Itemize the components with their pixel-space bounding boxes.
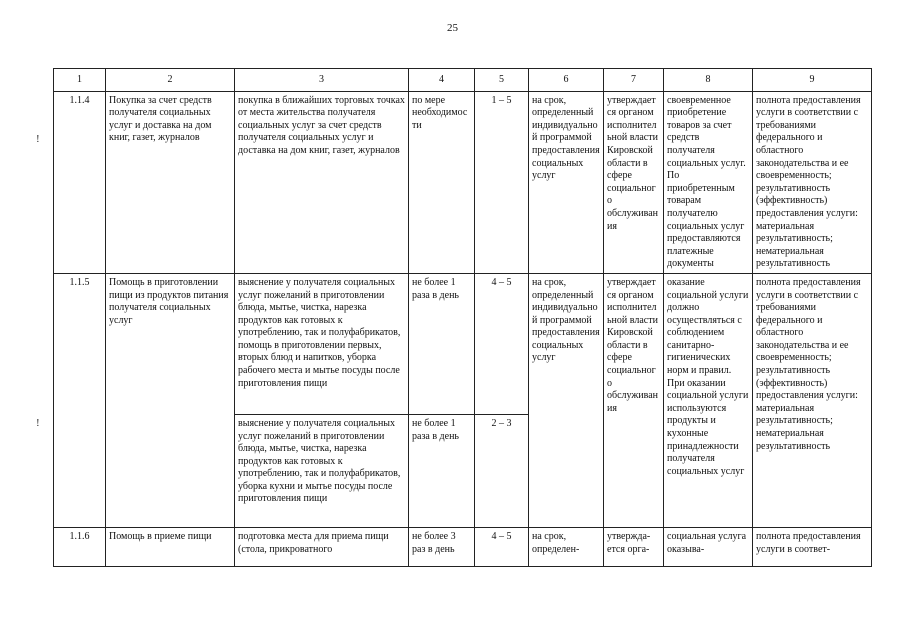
- column-header: 4: [409, 69, 475, 92]
- column-header: 7: [604, 69, 664, 92]
- service-units: 2 – 3: [475, 414, 529, 527]
- service-units: 4 – 5: [475, 527, 529, 566]
- service-number: 1.1.4: [54, 91, 106, 273]
- service-price: утверждается органом исполнительной власти Кировской области в сфере социального обслуживания: [604, 91, 664, 273]
- column-header: 1: [54, 69, 106, 92]
- service-price: утвержда-ется орга-: [604, 527, 664, 566]
- service-description: выяснение у получателя социальных услуг пожеланий в приготовлении блюда, мытье, чистка, нарезка продуктов как готовых к употреблению, так и полуфабрикатов, уборка кухни и мытье посуды после приготовления пищи: [235, 414, 409, 527]
- margin-mark: !: [36, 133, 40, 145]
- page-number: 25: [447, 22, 458, 34]
- service-number: 1.1.6: [54, 527, 106, 566]
- margin-mark: !: [36, 417, 40, 429]
- service-name: Покупка за счет средств получателя социальных услуг и доставка на дом книг, газет, журналов: [106, 91, 235, 273]
- service-frequency: не более 1 раза в день: [409, 273, 475, 414]
- service-units: 1 – 5: [475, 91, 529, 273]
- service-name: Помощь в приготовлении пищи из продуктов питания получателя социальных услуг: [106, 273, 235, 527]
- service-conditions: социальная услуга оказыва-: [664, 527, 753, 566]
- service-quality: полнота предоставления услуги в соответствии с требованиями федерального и областного законодательства и ее своевременность; результативность (эффективность) предоставления услуги: материальная результативность; нематериальная результативность: [753, 273, 872, 527]
- service-number: 1.1.5: [54, 273, 106, 527]
- column-header: 8: [664, 69, 753, 92]
- service-name: Помощь в приеме пищи: [106, 527, 235, 566]
- service-quality: полнота предоставления услуги в соответствии с требованиями федерального и областного законодательства и ее своевременность; результативность (эффективность) предоставления услуги: материальная результативность; нематериальная результативность: [753, 91, 872, 273]
- service-conditions: своевременное приобретение товаров за счет средств получателя социальных услуг. По приобретенным товарам получателю социальных услуг предоставляются платежные документы: [664, 91, 753, 273]
- service-term: на срок, определенный индивидуальной программой предоставления социальных услуг: [529, 91, 604, 273]
- column-header: 6: [529, 69, 604, 92]
- table-row: [54, 527, 872, 566]
- service-description: покупка в ближайших торговых точках от места жительства получателя социальных услуг за счет средств получателя социальных услуг и доставка на дом книг, газет, журналов: [235, 91, 409, 273]
- service-conditions: оказание социальной услуги должно осуществляться с соблюдением санитарно-гигиенических норм и правил. При оказании социальной услуги используются продукты и кухонные принадлежности получателя социальных услуг: [664, 273, 753, 527]
- service-quality: полнота предоставления услуги в соответ-: [753, 527, 872, 566]
- column-header: 5: [475, 69, 529, 92]
- table-row: [54, 91, 872, 273]
- column-header: 9: [753, 69, 872, 92]
- service-frequency: по мере необходимости: [409, 91, 475, 273]
- service-frequency: не более 3 раз в день: [409, 527, 475, 566]
- services-table: [53, 68, 872, 567]
- column-header: 2: [106, 69, 235, 92]
- service-description: подготовка места для приема пищи (стола, прикроватного: [235, 527, 409, 566]
- service-frequency: не более 1 раза в день: [409, 414, 475, 527]
- column-header: 3: [235, 69, 409, 92]
- service-term: на срок, определен-: [529, 527, 604, 566]
- table-row: [54, 273, 872, 414]
- service-units: 4 – 5: [475, 273, 529, 414]
- service-description: выяснение у получателя социальных услуг пожеланий в приготовлении блюда, мытье, чистка, нарезка продуктов как готовых к употреблению, так и полуфабрикатов, помощь в приготовлении первых, вторых блюд и напитков, уборка рабочего места и мытье посуды после приготовления пищи: [235, 273, 409, 414]
- service-price: утверждается органом исполнительной власти Кировской области в сфере социального обслуживания: [604, 273, 664, 527]
- service-term: на срок, определенный индивидуальной программой предоставления социальных услуг: [529, 273, 604, 527]
- table-header-row: [54, 69, 872, 92]
